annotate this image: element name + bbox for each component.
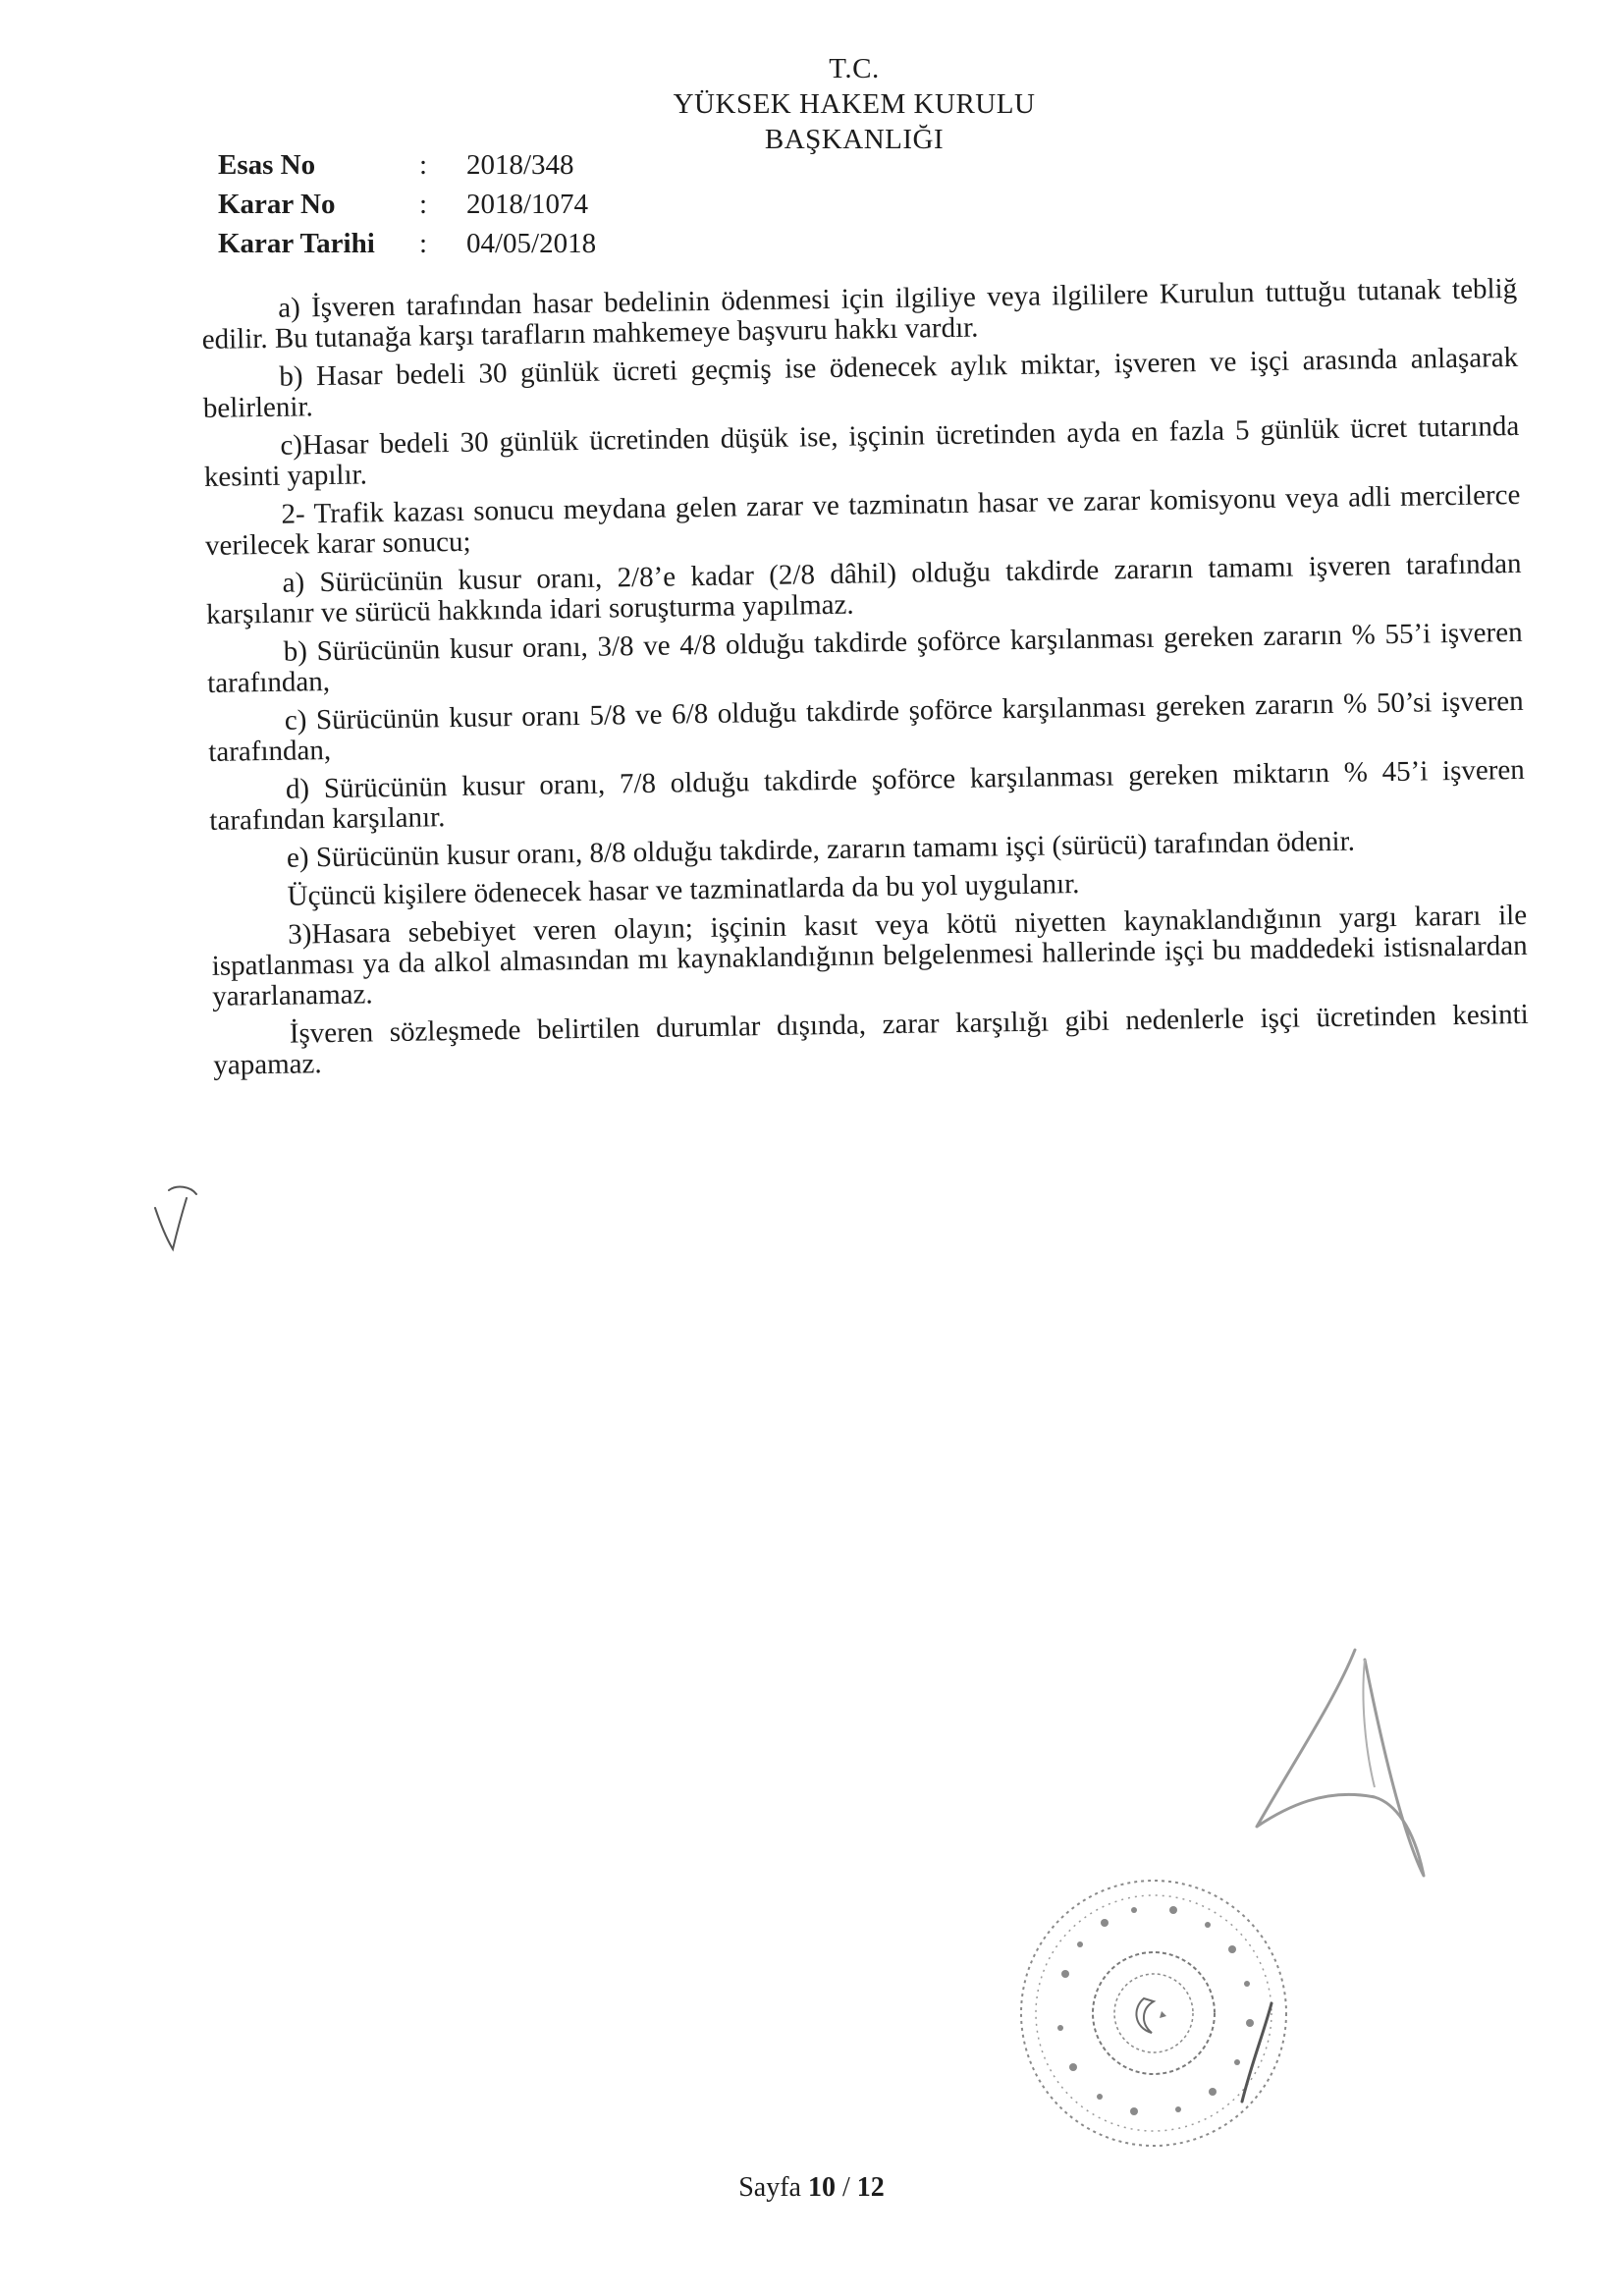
paragraph-fault-c: c) Sürücünün kusur oranı 5/8 ve 6/8 olduğu takdirde şoförce karşılanması gereken zararın % 50’si işveren tarafından,: [208, 684, 1524, 768]
meta-row-karar-no: [218, 185, 596, 224]
paragraph-b-monthly-amount: b) Hasar bedeli 30 günlük ücreti geçmiş ise ödenecek aylık miktar, işveren ve işçi arasında anlaşarak belirlenir.: [202, 341, 1519, 424]
paragraph-fault-b: b) Sürücünün kusur oranı, 3/8 ve 4/8 olduğu takdirde şoförce karşılanması gereken zararın % 55’i işveren tarafından,: [206, 616, 1523, 699]
meta-label: Karar Tarihi: [218, 228, 375, 259]
paragraph-fault-a: a) Sürücünün kusur oranı, 2/8’e kadar (2/8 dâhil) olduğu takdirde zararın tamamı işveren tarafından karşılanır ve sürücü hakkında idari soruşturma yapılmaz.: [205, 547, 1522, 630]
header-line-institution: YÜKSEK HAKEM KURULU: [673, 88, 1036, 120]
handwritten-initial-icon: [147, 1178, 206, 1257]
page-total: 12: [856, 2172, 885, 2203]
meta-value: 2018/1074: [466, 189, 589, 220]
paragraph-c-deduction: c)Hasar bedeli 30 günlük ücretinden düşük ise, işçinin ücretinden ayda en fazla 5 günlük ücret tutarında kesinti yapılır.: [203, 410, 1520, 493]
meta-value: 2018/348: [466, 149, 574, 181]
document-body: [201, 274, 1530, 1089]
meta-colon: :: [419, 149, 428, 181]
paragraph-employer-deduction: İşveren sözleşmede belirtilen durumlar dışında, zarar karşılığı gibi nedenlerle işçi ücretinden kesinti yapamaz.: [213, 998, 1529, 1081]
meta-colon: :: [419, 189, 428, 220]
paragraph-a-damage-notice: a) İşveren tarafından hasar bedelinin ödenmesi için ilgiliye veya ilgililere Kurulun tuttuğu tutanak tebliğ edilir. Bu tutanağa karşı tarafların mahkemeye başvuru hakkı vardır.: [201, 272, 1518, 355]
paragraph-fault-e: e) Sürücünün kusur oranı, 8/8 olduğu takdirde, zararın tamamı işçi (sürücü) tarafından ödenir.: [286, 825, 1356, 874]
meta-row-esas-no: [218, 145, 596, 185]
page-separator: /: [841, 2172, 850, 2203]
paragraph-fault-d: d) Sürücünün kusur oranı, 7/8 olduğu takdirde şoförce karşılanması gereken miktarın % 45’i işveren tarafından karşılanır.: [209, 753, 1526, 837]
document-header: [609, 51, 1100, 157]
meta-label: Esas No: [218, 149, 316, 181]
paragraph-3-exceptions: 3)Hasara sebebiyet veren olayın; işçinin kasıt veya kötü niyetten kaynaklandığının yargı kararı ile ispatlanması ya da alkol almasından mı kaynaklandığının belgelenmesi hallerinde işçi bu maddedeki istisnalardan yararlanamaz.: [211, 899, 1528, 1012]
handwritten-signature-icon: [1217, 1640, 1434, 1895]
paragraph-2-traffic-accident: 2- Trafik kazası sonucu meydana gelen zarar ve tazminatın hasar ve zarar komisyonu veya adli mercilerce verilecek karar sonucu;: [204, 478, 1521, 562]
case-meta-table: [218, 145, 596, 263]
page-number: [0, 2172, 1623, 2204]
header-line-presidency: BAŞKANLIĞI: [764, 124, 945, 155]
page-current: 10: [807, 2172, 836, 2203]
page-prefix: Sayfa: [738, 2172, 801, 2203]
header-line-tc: T.C.: [829, 53, 880, 84]
meta-colon: :: [419, 228, 428, 259]
meta-value: 04/05/2018: [466, 228, 597, 259]
paragraph-third-parties: Üçüncü kişilere ödenecek hasar ve tazminatlarda da bu yol uygulanır.: [287, 868, 1080, 912]
meta-label: Karar No: [218, 189, 336, 220]
meta-row-karar-tarihi: [218, 224, 596, 263]
official-seal-icon: [1006, 1866, 1301, 2160]
